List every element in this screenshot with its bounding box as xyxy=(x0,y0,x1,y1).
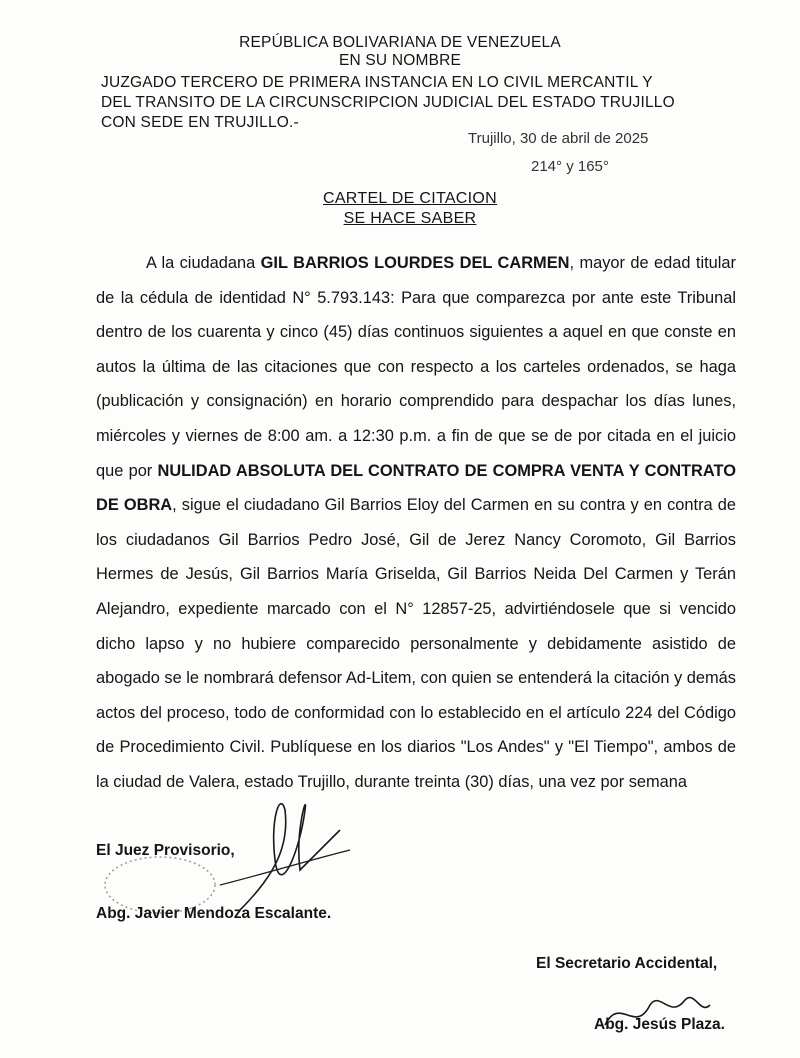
document-title: CARTEL DE CITACION xyxy=(322,190,498,207)
document-years: 214° y 165° xyxy=(531,158,609,175)
judge-title: El Juez Provisorio, xyxy=(96,842,235,859)
citation-body xyxy=(96,246,736,800)
cited-person-name: GIL BARRIOS LOURDES DEL CARMEN xyxy=(260,254,570,272)
case-subject: NULIDAD ABSOLUTA DEL CONTRATO DE COMPRA VENTA Y CONTRATO DE OBRA xyxy=(96,461,736,515)
document-subtitle: SE HACE SABER xyxy=(343,210,477,227)
body-end: , sigue el ciudadano Gil Barrios Eloy del Carmen en su contra y en contra de los ciudadanos Gil Barrios Pedro José, Gil de Jerez Nancy Coromoto, Gil Barrios Hermes de Jesús, Gil Barrios María Griselda, Gil Barrios Neida Del Carmen y Terán Alejandro, expediente marcado con el N° 12857-25, advirtiéndosele que si vencido dicho lapso y no hubiere comparecido personalmente y debidamente asistido de abogado se le nombrará defensor Ad-Litem, con quien se entenderá la citación y demás actos del proceso, todo de conformidad con lo establecido en el artículo 224 del Código de Procedimiento Civil. Publíquese en los diarios "Los Andes" y "El Tiempo", ambos de la ciudad de Valera, estado Trujillo, durante treinta (30) días, una vez por semana xyxy=(96,496,736,791)
header-court-line2: DEL TRANSITO DE LA CIRCUNSCRIPCION JUDICIAL DEL ESTADO TRUJILLO xyxy=(101,94,675,111)
header-republic: REPÚBLICA BOLIVARIANA DE VENEZUELA xyxy=(239,34,561,51)
secretary-signature xyxy=(595,985,715,1045)
document-date: Trujillo, 30 de abril de 2025 xyxy=(468,130,649,147)
header-court-line1: JUZGADO TERCERO DE PRIMERA INSTANCIA EN LO CIVIL MERCANTIL Y xyxy=(101,74,653,91)
judge-name: Abg. Javier Mendoza Escalante. xyxy=(96,905,332,922)
header-en-su-nombre: EN SU NOMBRE xyxy=(338,52,462,69)
secretary-name: Abg. Jesús Plaza. xyxy=(594,1016,725,1033)
body-intro: A la ciudadana xyxy=(146,254,261,272)
body-middle: , mayor de edad titular de la cédula de identidad N° 5.793.143: Para que comparezca por ante este Tribunal dentro de los cuarenta y cinco (45) días continuos siguientes a aquel en que conste en autos la última de las citaciones que con respecto a los carteles ordenados, se haga (publicación y consignación) en horario comprendido para despachar los días lunes, miércoles y viernes de 8:00 am. a 12:30 p.m. a fin de que se de por citada en el juicio que por xyxy=(96,254,736,480)
secretary-title: El Secretario Accidental, xyxy=(536,955,718,972)
header-court-line3: CON SEDE EN TRUJILLO.- xyxy=(101,114,299,131)
